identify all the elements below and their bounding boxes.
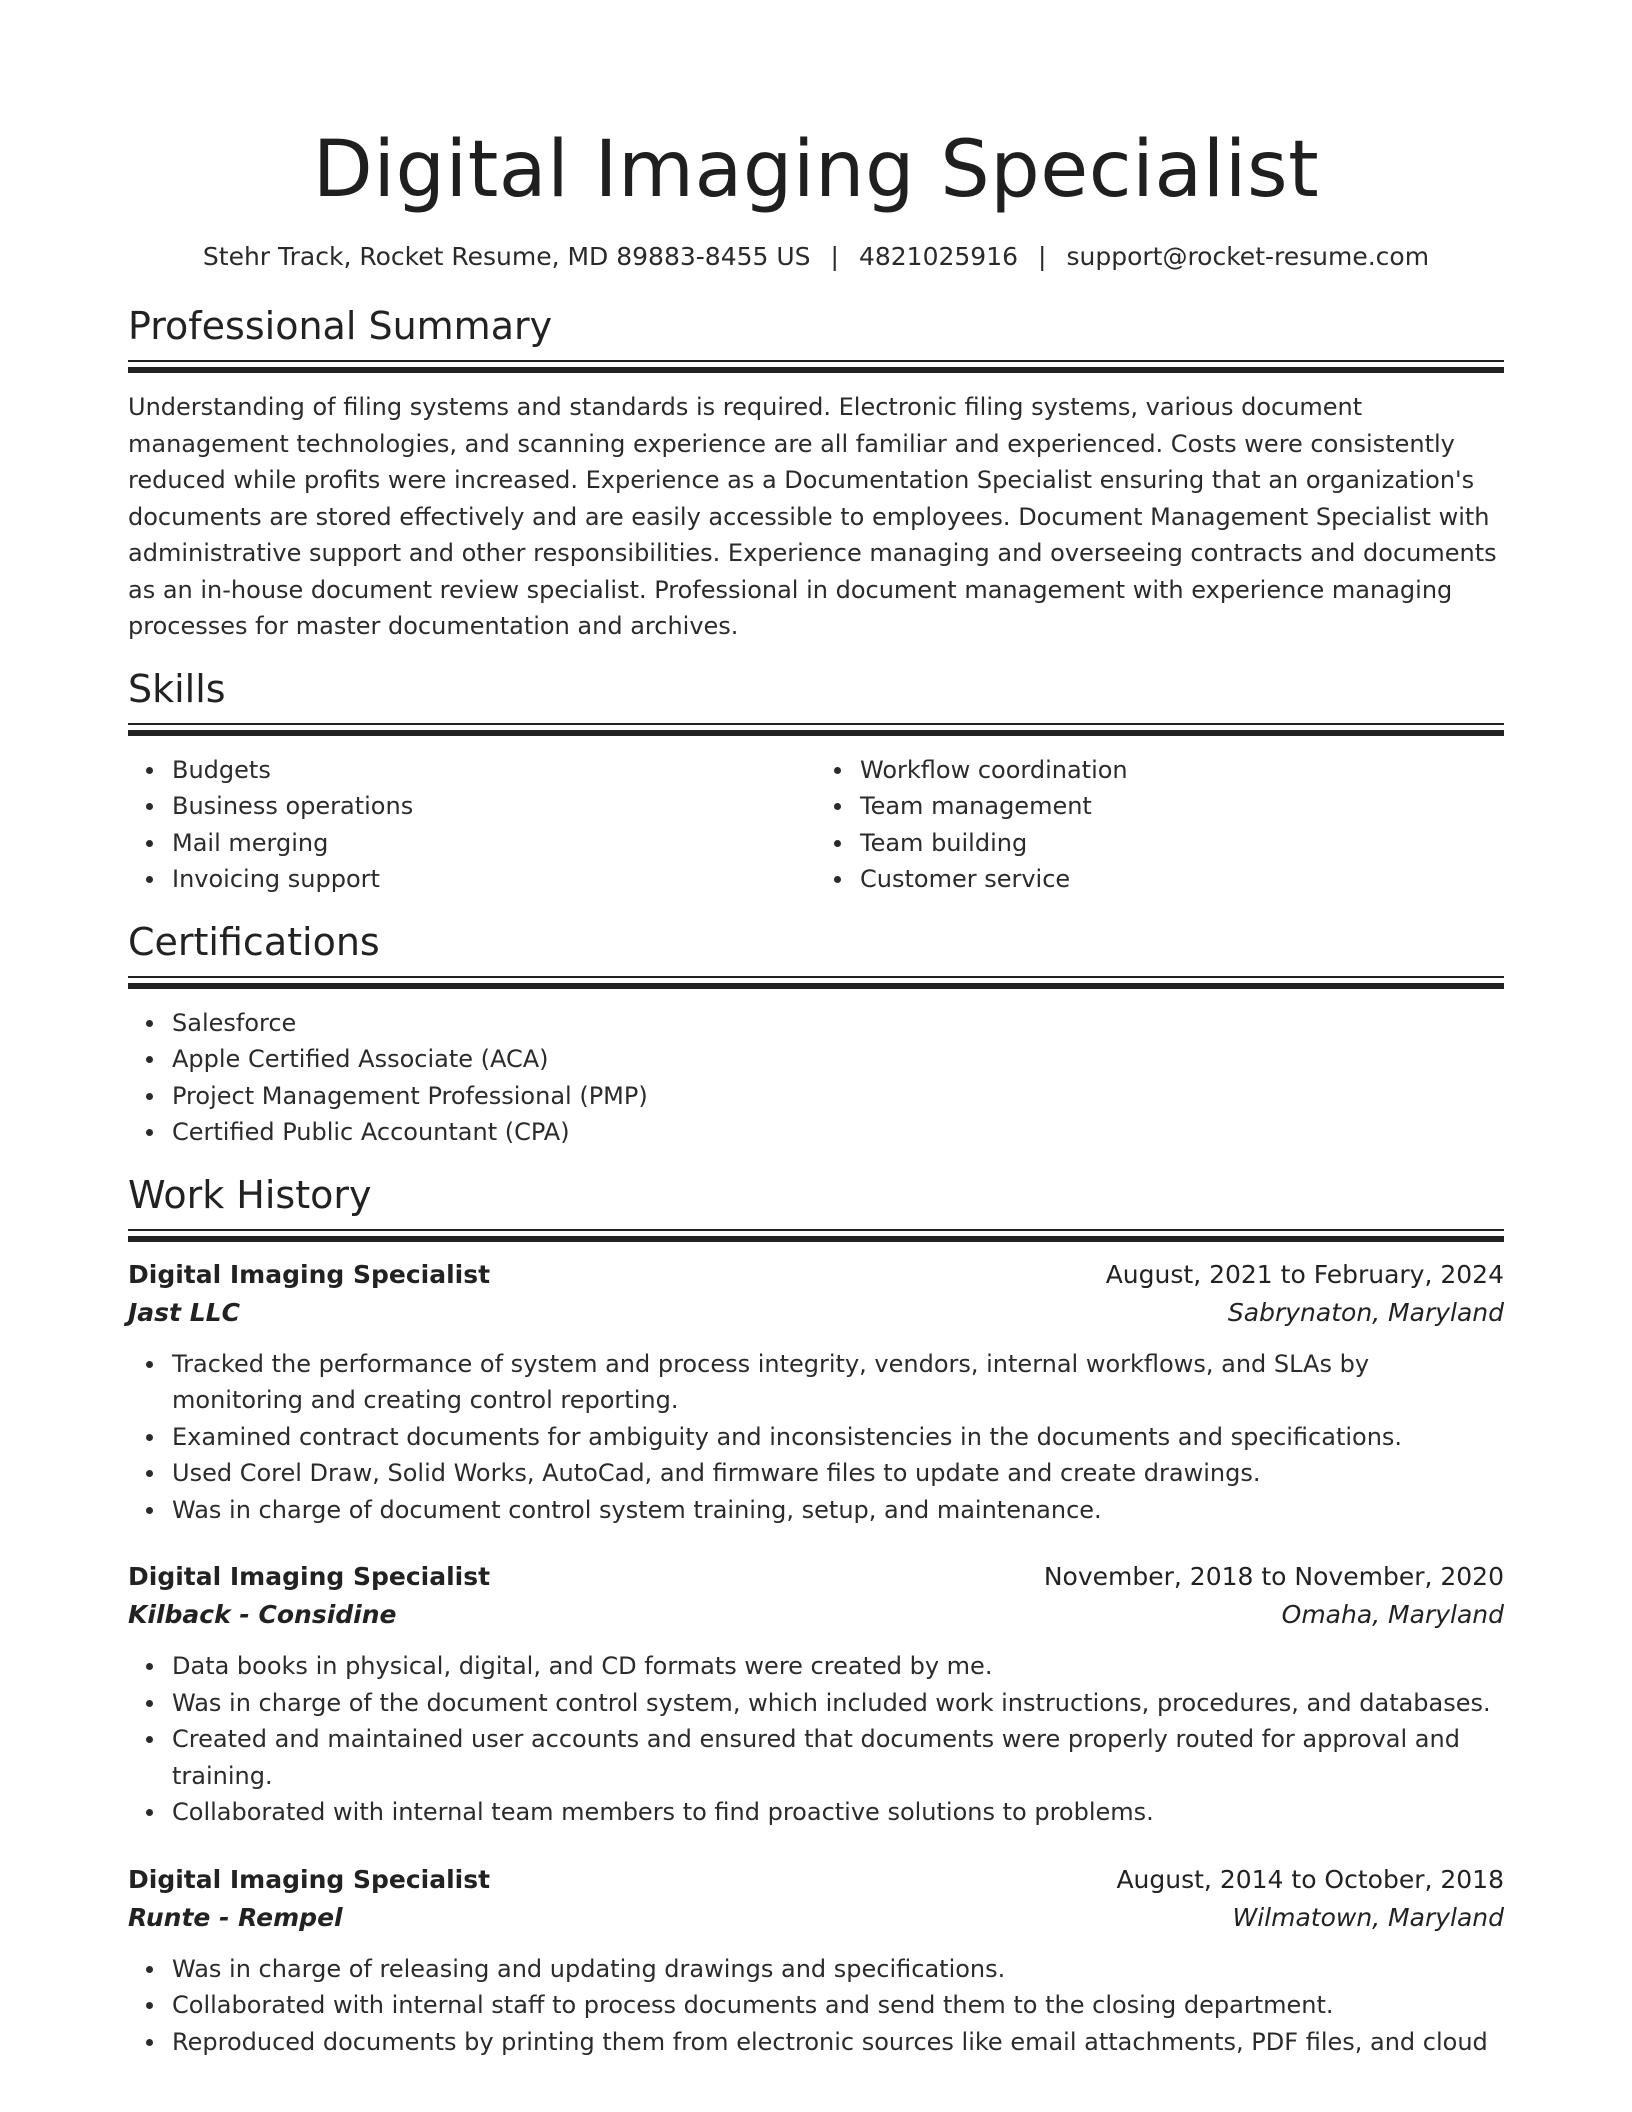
job-location: Wilmatown, Maryland <box>1232 1902 1504 1932</box>
skill-item: Team management <box>860 788 1504 825</box>
section-heading: Professional Summary <box>128 304 553 348</box>
job-bullet: Collaborated with internal staff to process documents and send them to the closing department. <box>172 1987 1504 2024</box>
job-bullet: Created and maintained user accounts and ensured that documents were properly routed for approval and training. <box>172 1721 1504 1794</box>
summary-text: Understanding of filing systems and standards is required. Electronic filing systems, various document management technologies, and scanning experience are all familiar and experienced. Costs were consistently reduced while profits were increased. Experience as a Documentation Specialist ensuring that an organization's documents are stored effectively and are easily accessible to employees. Document Management Specialist with administrative support and other responsibilities. Experience managing and overseeing contracts and documents as an in-house document review specialist. Professional in document management with experience managing processes for master documentation and archives. <box>128 393 1497 640</box>
job-entry <box>128 1256 1504 1529</box>
job-bullet: Collaborated with internal team members to find proactive solutions to problems. <box>172 1794 1504 1831</box>
job-bullet: Used Corel Draw, Solid Works, AutoCad, and firmware files to update and create drawings. <box>172 1455 1504 1492</box>
skill-item: Workflow coordination <box>860 752 1504 789</box>
section-rule-thick <box>128 1236 1504 1242</box>
section-rule-thin <box>128 1229 1504 1231</box>
job-entry <box>128 1861 1504 2061</box>
job-bullet: Reproduced documents by printing them from electronic sources like email attachments, PDF files, and cloud <box>172 2024 1504 2061</box>
section-heading: Work History <box>128 1172 372 1217</box>
job-bullets <box>128 1346 1504 1529</box>
job-title: Digital Imaging Specialist <box>128 1864 491 1894</box>
skill-item: Team building <box>860 825 1504 862</box>
job-bullet: Was in charge of the document control system, which included work instructions, procedures, and databases. <box>172 1685 1504 1722</box>
skills-list-left <box>128 752 816 898</box>
section-rule-thin <box>128 723 1504 725</box>
skills-columns <box>128 752 1504 898</box>
job-bullet: Tracked the performance of system and process integrity, vendors, internal workflows, and SLAs by monitoring and creating control reporting. <box>172 1346 1504 1419</box>
skill-item: Business operations <box>172 788 816 825</box>
skill-item: Customer service <box>860 861 1504 898</box>
section-heading: Skills <box>128 666 226 711</box>
job-bullets <box>128 1951 1504 2061</box>
section-rule-thick <box>128 730 1504 736</box>
job-bullet: Was in charge of releasing and updating drawings and specifications. <box>172 1951 1504 1988</box>
job-bullet: Examined contract documents for ambiguity and inconsistencies in the documents and specifications. <box>172 1419 1504 1456</box>
section-rule-thick <box>128 983 1504 989</box>
section-rule-thin <box>128 976 1504 978</box>
job-header <box>128 1256 1504 1294</box>
job-location: Omaha, Maryland <box>1281 1600 1504 1629</box>
job-bullets <box>128 1648 1504 1831</box>
job-dates: November, 2018 to November, 2020 <box>1043 1562 1504 1591</box>
job-title: Digital Imaging Specialist <box>128 1562 491 1591</box>
job-company: Runte - Rempel <box>128 1902 343 1932</box>
contact-address: Stehr Track, Rocket Resume, MD 89883-8455 US <box>202 242 811 271</box>
summary-section <box>128 302 1504 645</box>
resume-page <box>128 0 1504 2060</box>
work-section <box>128 1171 1504 2061</box>
job-company: Kilback - Considine <box>128 1600 397 1629</box>
job-header <box>128 1558 1504 1596</box>
certification-item: Project Management Professional (PMP) <box>172 1078 1504 1115</box>
section-heading: Certifications <box>128 919 380 964</box>
contact-email: support@rocket-resume.com <box>1066 242 1430 271</box>
contact-separator: | <box>1038 242 1047 271</box>
job-subheader <box>128 1596 1504 1634</box>
contact-phone: 4821025916 <box>858 242 1019 271</box>
job-entry <box>128 1558 1504 1831</box>
certification-item: Certified Public Accountant (CPA) <box>172 1114 1504 1151</box>
section-rule-thin <box>128 360 1504 362</box>
skill-item: Budgets <box>172 752 816 789</box>
job-location: Sabrynaton, Maryland <box>1227 1297 1504 1327</box>
section-rule-thick <box>128 367 1504 373</box>
certification-item: Salesforce <box>172 1005 1504 1042</box>
job-subheader <box>128 1899 1504 1937</box>
skill-item: Mail merging <box>172 825 816 862</box>
job-company: Jast LLC <box>128 1297 240 1327</box>
skill-item: Invoicing support <box>172 861 816 898</box>
contact-separator: | <box>830 242 839 271</box>
certifications-section <box>128 918 1504 1151</box>
job-dates: August, 2014 to October, 2018 <box>1116 1864 1504 1894</box>
job-subheader <box>128 1294 1504 1332</box>
skills-list-right <box>816 752 1504 898</box>
certification-item: Apple Certified Associate (ACA) <box>172 1041 1504 1078</box>
job-bullet: Was in charge of document control system training, setup, and maintenance. <box>172 1492 1504 1529</box>
job-header <box>128 1861 1504 1899</box>
job-title: Digital Imaging Specialist <box>128 1259 491 1289</box>
contact-line <box>128 240 1504 274</box>
page-title: Digital Imaging Specialist <box>312 125 1320 215</box>
skills-section <box>128 665 1504 898</box>
job-dates: August, 2021 to February, 2024 <box>1105 1259 1504 1289</box>
job-bullet: Data books in physical, digital, and CD formats were created by me. <box>172 1648 1504 1685</box>
certifications-list <box>128 1005 1504 1151</box>
